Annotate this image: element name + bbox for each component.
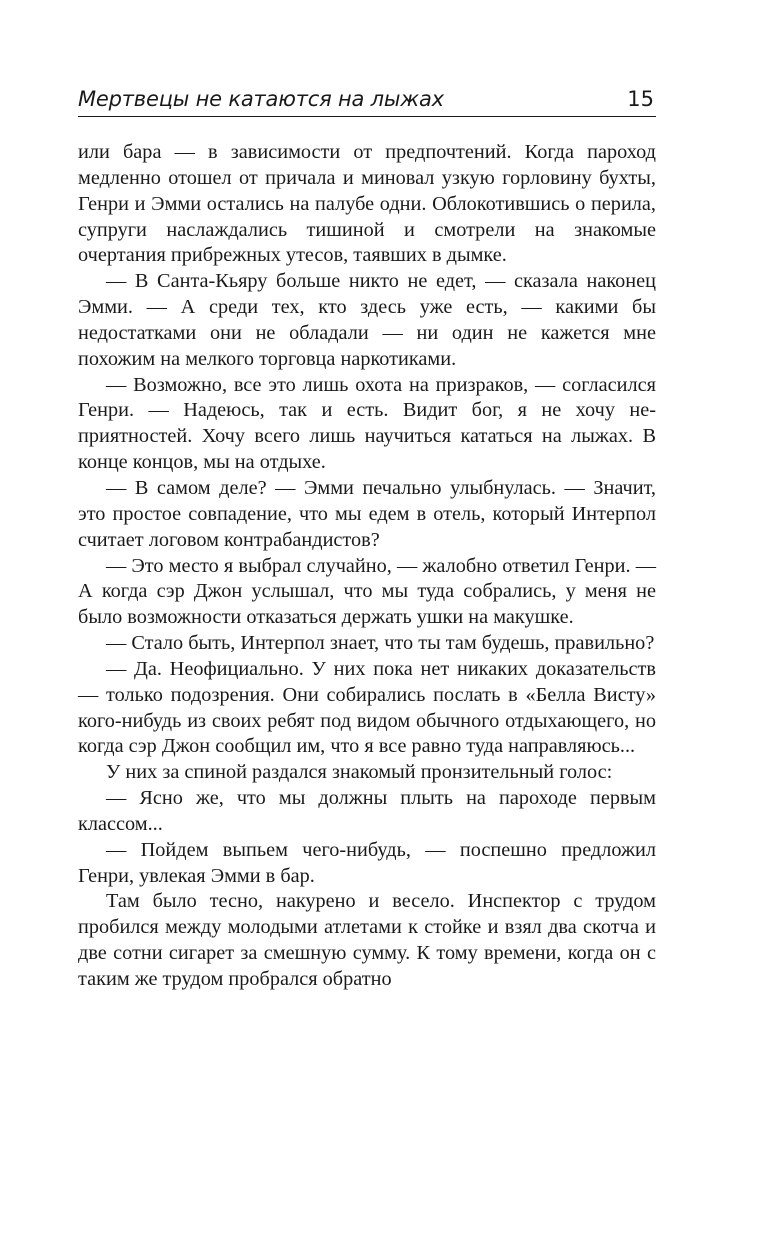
running-header [78, 82, 656, 117]
paragraph: — В самом деле? — Эмми печально улыбнулась. — Значит, это простое совпадение, что мы едем в отель, который Интерпол считает логовом контрабандистов? [78, 476, 656, 551]
paragraph: — Стало быть, Интерпол знает, что ты там будешь, правильно? [106, 632, 655, 655]
paragraph: — Да. Неофициально. У них пока нет никаких доказательств — только подозрения. Они собирались послать в «Белла Висту» кого-нибудь из своих ребят под видом обычного отдыхающего, но когда сэр Джон сообщил им, что я все равно туда направляюсь... [78, 657, 656, 758]
paragraph: — В Санта-Кьяру больше никто не едет, — сказала наконец Эмми. — А среди тех, кто здесь уже есть, — какими бы недостатками они не обладали — ни один не кажется мне похожим на мелкого торговца наркотиками. [78, 270, 656, 370]
page-number: 15 [627, 87, 654, 111]
paragraph: — Ясно же, что мы должны плыть на пароходе первым классом... [78, 787, 656, 835]
book-page [78, 82, 656, 993]
paragraph: — Это место я выбрал случайно, — жалобно ответил Генри. — А когда сэр Джон услышал, что мы туда собрались, у меня не было возможности отказаться держать ушки на макушке. [78, 554, 656, 629]
body-text [78, 140, 656, 993]
book-title: Мертвецы не катаются на лыжах [78, 87, 444, 111]
paragraph: — Возможно, все это лишь охота на призраков, — согласился Генри. — Надеюсь, так и есть. Видит бог, я не хочу неприятностей. Хочу всего лишь научиться кататься на лыжах. В конце концов, мы на отдыхе. [78, 373, 656, 474]
paragraph: — Пойдем выпьем чего-нибудь, — поспешно предложил Генри, увлекая Эмми в бар. [78, 838, 656, 887]
paragraph: или бара — в зависимости от предпочтений. Когда пароход медленно отошел от причала и миновал узкую горловину бухты, Генри и Эмми остались на палубе одни. Облокотившись о перила, супруги наслаждались тишиной и смотрели на знакомые очертания прибрежных утесов, таявших в дымке. [78, 141, 656, 267]
paragraph: Там было тесно, накурено и весело. Инспектор с трудом пробился между молодыми атлетами к стойке и взял два скотча и две сотни сигарет за смешную сумму. К тому времени, когда он с таким же трудом пробрался обратно [78, 890, 656, 990]
paragraph: У них за спиной раздался знакомый пронзительный голос: [106, 761, 613, 784]
